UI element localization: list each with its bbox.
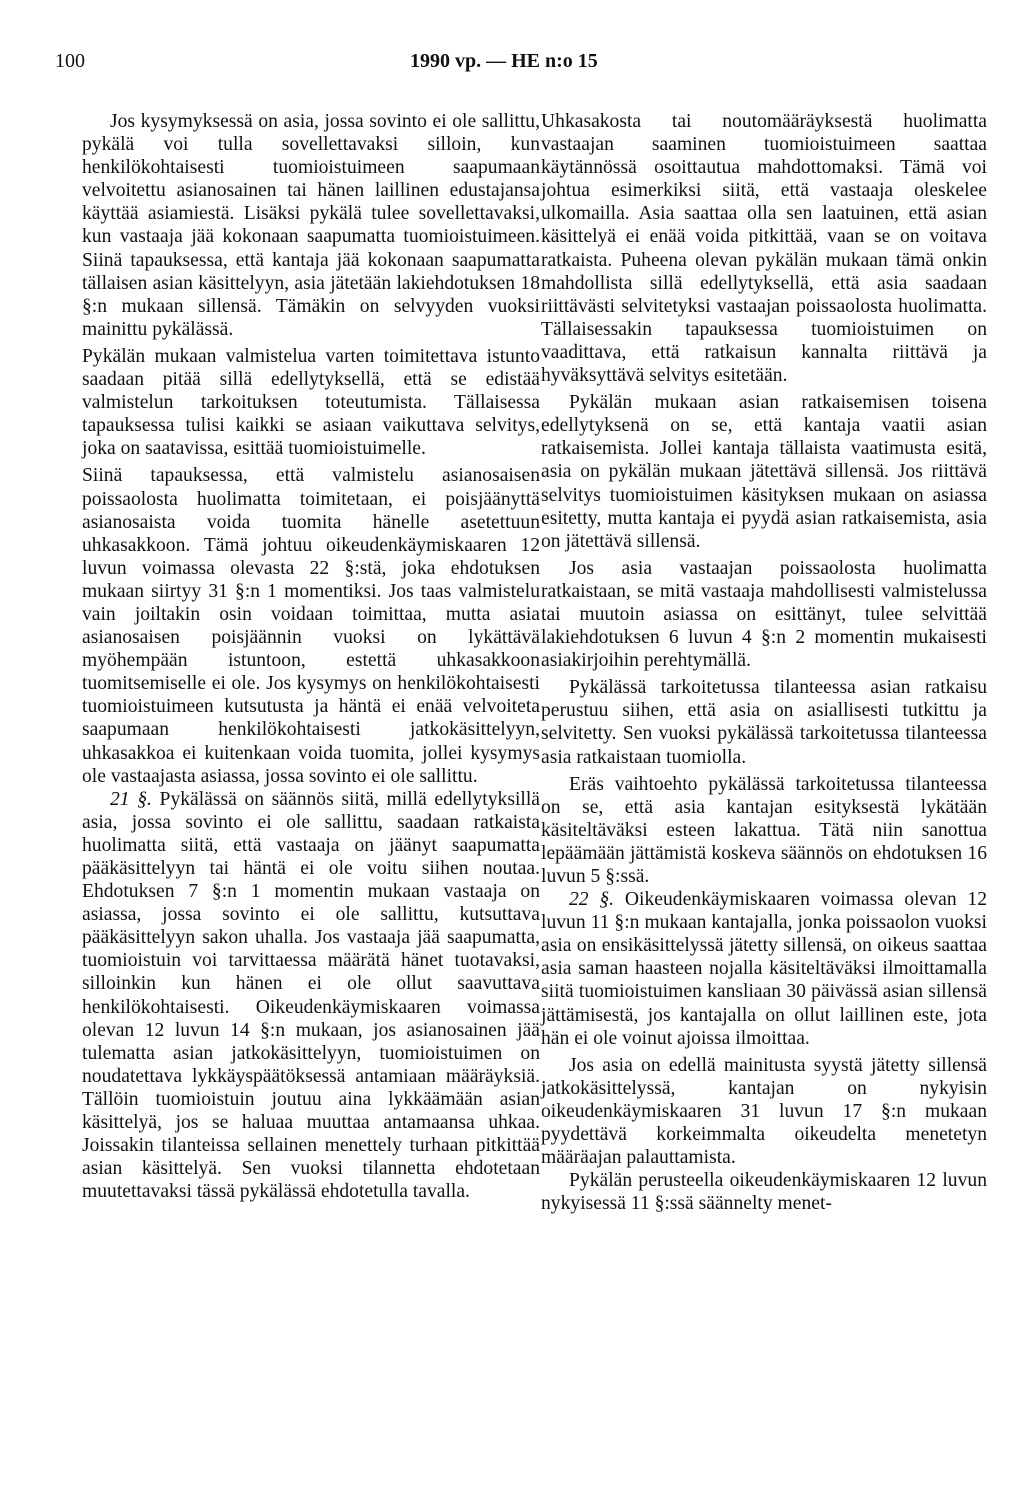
paragraph: Jos asia on edellä mainitusta syystä jätetty sillensä jatkokäsittelyssä, kantajan on nykyisin oikeudenkäymiskaaren 31 luvun 17 §:n mukaan pyydettävä korkeimmalta oikeudelta menetetyn määräajan palauttamista. [541,1054,987,1169]
paragraph: Jos asia vastaajan poissaolosta huolimatta ratkaistaan, se mitä vastaaja mahdollisesti valmistelussa tai muutoin asiassa on esittänyt, tulee selvittää lakiehdotuksen 6 luvun 4 §:n 2 momentin mukaisesti asiakirjoihin perehtymällä. [541,557,987,672]
section-marker: 22 §. [569,889,615,911]
paragraph-text: Oikeudenkäymiskaaren voimassa olevan 12 luvun 11 §:n mukaan kantajalla, jonka poissaolon vuoksi asia on ensikäsittelyssä jätetty sillensä, on oikeus saattaa asia saman haasteen nojalla käsiteltäväksi ilmoittamalla siitä tuomioistuimen kansliaan 30 päivässä asian sillensä jättämisestä, jos kantajalla on ollut laillinen este, jota hän ei ole voinut ajoissa ilmoittaa. [541,889,988,1049]
page-header [55,50,985,80]
paragraph-text: Pykälässä on säännös siitä, millä edellytyksillä asia, jossa sovinto ei ole sallittu, saadaan ratkaista huolimatta siitä, että vastaaja on jäänyt saapumatta pääkäsittelyyn tai häntä ei ole voitu siihen noutaa. Ehdotuksen 7 §:n 1 momentin mukaan vastaaja on asiassa, jossa sovinto ei ole sallittu, kutsuttava pääkäsittelyyn sakon uhalla. Jos vastaaja jää saapumatta, tuomioistuin voi tarvittaessa määrätä hänet tuotavaksi, silloinkin kun hänen ei ole ollut saavuttava henkilökohtaisesti. Oikeudenkäymiskaaren voimassa olevan 12 luvun 14 §:n mukaan, jos asianosainen jää tulematta asian jatkokäsittelyyn, tuomioistuimen on noudatettava lykkäyspäätöksessä antamiaan määräyksiä. Tällöin tuomioistuin joutuu aina lykkäämään asian käsittelyä, jos se haluaa muuttaa antamaansa uhkaa. Joissakin tilanteissa sellainen menettely turhaan pitkittää asian käsittelyä. Sen vuoksi tilannetta ehdotetaan muutettavaksi tässä pykälässä ehdotetulla tavalla. [82,788,540,1203]
page-number: 100 [55,50,85,72]
section-paragraph [82,788,540,1204]
paragraph: Eräs vaihtoehto pykälässä tarkoitetussa tilanteessa on se, että asia kantajan esityksestä lykätään käsiteltäväksi esteen lakattua. Tätä niin sanottua lepäämään jättämistä koskeva säännös on ehdotuksen 16 luvun 5 §:ssä. [541,773,987,887]
running-head: 1990 vp. — HE n:o 15 [410,50,598,72]
paragraph: Uhkasakosta tai noutomääräyksestä huolimatta vastaajan saaminen tuomioistuimeen saattaa käytännössä osoittautua mahdottomaksi. Tämä voi johtua esimerkiksi siitä, että vastaaja oleskelee ulkomailla. Asia saattaa olla sen laatuinen, että asian käsittelyä ei enää voida pitkittää, vaan se on voitava ratkaista. Puheena olevan pykälän mukaan tämä onkin mahdollista sillä edellytyksellä, että asia saadaan riittävästi selvitetyksi vastaajan poissaolosta huolimatta. Tällaisessakin tapauksessa tuomioistuimen on vaadittava, että ratkaisun kannalta riittävä ja hyväksyttävä selvitys esitetään. [541,111,987,387]
right-column [541,110,987,1215]
section-paragraph [541,888,987,1050]
left-column [82,110,540,1203]
paragraph: Pykälän mukaan asian ratkaisemisen toisena edellytyksenä on se, että kantaja vaatii asian ratkaisemista. Jollei kantaja tällaista vaatimusta esitä, asia on pykälän mukaan jätettävä sillensä. Jos riittävä selvitys tuomioistuimen käsityksen mukaan on asiassa esitetty, mutta kantaja ei pyydä asian ratkaisemista, asia on jätettävä sillensä. [541,392,987,552]
paragraph: Siinä tapauksessa, että valmistelu asianosaisen poissaolosta huolimatta toimitetaan, ei poisjäänyttä asianosaista voida tuomita hänelle asetettuun uhkasakkoon. Tämä johtuu oikeudenkäymiskaaren 12 luvun voimassa olevasta 22 §:stä, joka ehdotuksen mukaan siirtyy 31 §:n 1 momentiksi. Jos taas valmistelu vain joiltakin osin voidaan toimittaa, mutta asia asianosaisen poisjäännin vuoksi on lykättävä myöhempään istuntoon, estettä uhkasakkoon tuomitsemiselle ei ole. Jos kysymys on henkilökohtaisesti tuomioistuimeen kutsutusta ja häntä ei enää velvoiteta saapumaan henkilökohtaisesti jatkokäsittelyyn, uhkasakkoa ei kuitenkaan voida tuomita, jollei kysymys ole vastaajasta asiassa, jossa sovinto ei ole sallittu. [82,465,540,787]
paragraph: Pykälän mukaan valmistelua varten toimitettava istunto saadaan pitää sillä edellytyksellä, että se edistää valmistelun tarkoituksen toteutumista. Tällaisessa tapauksessa tulisi kaikki se asiaan vaikuttava selvitys, joka on saatavissa, esittää tuomioistuimelle. [82,345,540,460]
paragraph: Pykälässä tarkoitetussa tilanteessa asian ratkaisu perustuu siihen, että asia on asiallisesti tutkittu ja selvitetty. Sen vuoksi pykälässä tarkoitetussa tilanteessa asia ratkaistaan tuomiolla. [541,677,987,768]
section-marker: 21 §. [110,788,152,810]
paragraph: Jos kysymyksessä on asia, jossa sovinto ei ole sallittu, pykälä voi tulla sovellettavaksi silloin, kun henkilökohtaisesti tuomioistuimeen saapumaan velvoitettu asianosainen tai hänen laillinen edustajansa käyttää asiamiestä. Lisäksi pykälä tulee sovellettavaksi, kun vastaaja jää kokonaan saapumatta tuomioistuimeen. Siinä tapauksessa, että kantaja jää kokonaan saapumatta tällaisen asian käsittelyyn, asia jätetään lakiehdotuksen 18 §:n mukaan sillensä. Tämäkin on selvyyden vuoksi mainittu pykälässä. [82,111,540,340]
paragraph: Pykälän perusteella oikeudenkäymiskaaren 12 luvun nykyisessä 11 §:ssä säännelty menet- [541,1170,987,1215]
